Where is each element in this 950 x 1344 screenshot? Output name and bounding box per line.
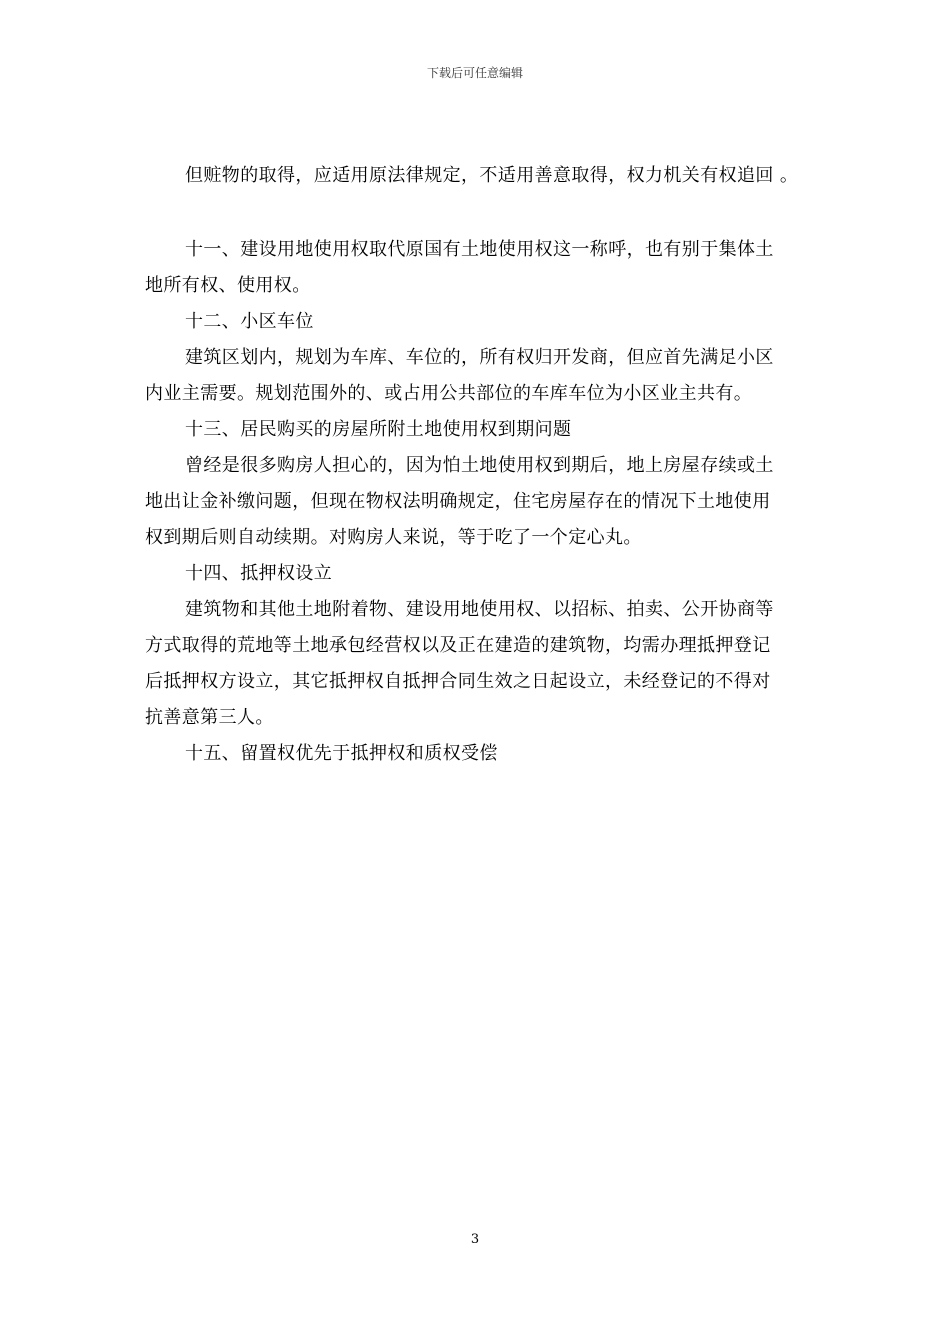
paragraph-parking-line-1: 建筑区划内，规划为车库、车位的，所有权归开发商，但应首先满足小区 (185, 347, 774, 368)
document-body (145, 158, 807, 772)
paragraph-mortgage-line-4: 抗善意第三人。 (145, 707, 274, 728)
paragraph-land-expiry-line-3: 权到期后则自动续期。对购房人来说，等于吃了一个定心丸。 (145, 527, 642, 548)
paragraph-construction-land-line-1: 十一、建设用地使用权取代原国有土地使用权这一称呼，也有别于集体土 (185, 239, 774, 260)
paragraph-mortgage-line-1: 建筑物和其他土地附着物、建设用地使用权、以招标、拍卖、公开协商等 (185, 599, 774, 620)
paragraph-land-expiry-line-2: 地出让金补缴问题，但现在物权法明确规定，住宅房屋存在的情况下土地使用 (145, 491, 771, 512)
heading-section-14: 十四、抵押权设立 (185, 563, 333, 584)
heading-section-12: 十二、小区车位 (185, 311, 314, 332)
heading-section-15: 十五、留置权优先于抵押权和质权受偿 (185, 743, 498, 764)
paragraph-land-expiry-line-1: 曾经是很多购房人担心的，因为怕土地使用权到期后，地上房屋存续或土 (185, 455, 774, 476)
paragraph-gap (145, 194, 807, 232)
paragraph-parking-line-2: 内业主需要。规划范围外的、或占用公共部位的车库车位为小区业主共有。 (145, 383, 753, 404)
paragraph-construction-land-line-2: 地所有权、使用权。 (145, 275, 311, 296)
paragraph-mortgage-line-2: 方式取得的荒地等土地承包经营权以及正在建造的建筑物，均需办理抵押登记 (145, 635, 771, 656)
page-number: 3 (470, 1232, 480, 1247)
page-header: 下载后可任意编辑 (426, 66, 523, 80)
paragraph-stolen-goods: 但赃物的取得，应适用原法律规定，不适用善意取得，权力机关有权追回 。 (185, 165, 799, 186)
heading-section-13: 十三、居民购买的房屋所附土地使用权到期问题 (185, 419, 572, 440)
paragraph-mortgage-line-3: 后抵押权方设立，其它抵押权自抵押合同生效之日起设立，未经登记的不得对 (145, 671, 771, 692)
